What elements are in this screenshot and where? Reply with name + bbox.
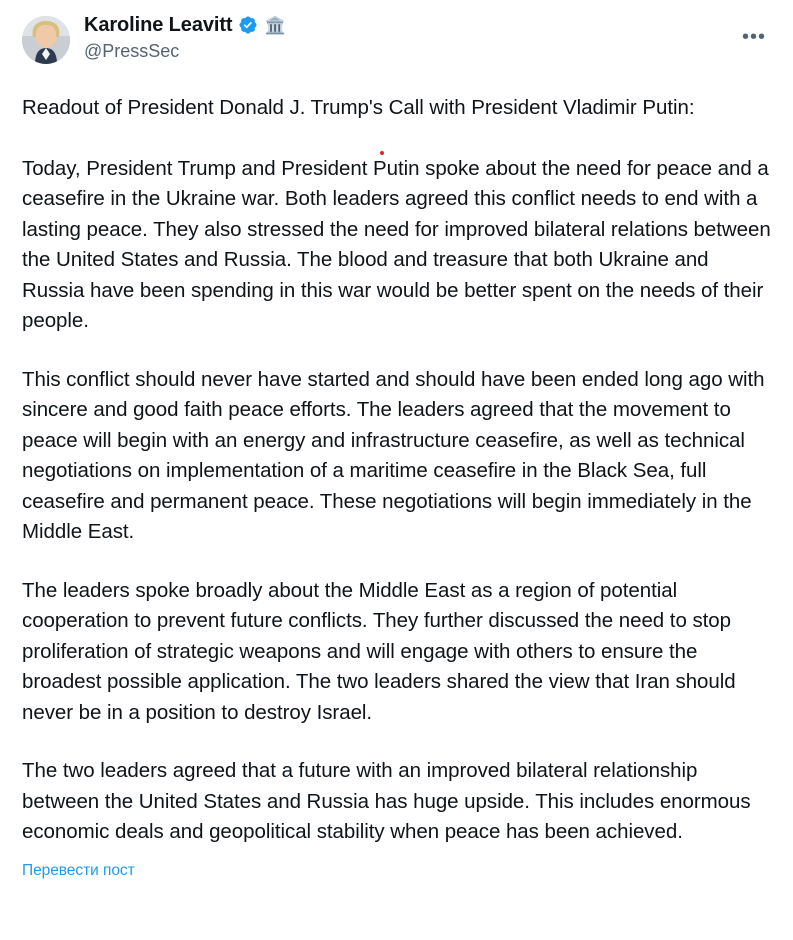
more-options-icon: ••• — [741, 26, 766, 48]
tweet-header — [22, 14, 771, 76]
tweet-paragraph: Readout of President Donald J. Trump's Call with President Vladimir Putin: — [22, 96, 695, 119]
avatar-photo-icon — [22, 16, 70, 64]
tweet-text — [22, 93, 777, 886]
tweet-paragraph: This conflict should never have started and should have been ended long ago with sincere and good faith peace efforts. The leaders agreed that the movement to peace will begin with an energy and infrastructure ceasefire, as well as technical negotiations on implementation of a maritime ceasefire in the Black Sea, full ceasefire and permanent peace. These negotiations will begin immediately in the Middle East. — [22, 367, 771, 543]
avatar[interactable] — [22, 16, 70, 64]
tweet-paragraph: Today, President Trump and President Putin spoke about the need for peace and a ceasefire in the Ukraine war. Both leaders agreed this conflict needs to end with a lasting peace. They also stressed the need for improved bilateral relations between the United States and Russia. The blood and treasure that both Ukraine and Russia have been spending in this war would be better spent on the needs of their people. — [22, 156, 777, 332]
translate-post-link[interactable]: Перевести пост — [22, 861, 135, 879]
author-identity — [84, 14, 286, 62]
red-dot-marker — [380, 151, 384, 155]
tweet-paragraph: The leaders spoke broadly about the Middle East as a region of potential cooperation to prevent future conflicts. They further discussed the need to stop proliferation of strategic weapons and will engage with others to ensure the broadest possible application. The two leaders shared the view that Iran should never be in a position to destroy Israel. — [22, 578, 742, 724]
name-row — [84, 15, 286, 35]
author-display-name[interactable]: Karoline Leavitt — [84, 14, 233, 36]
tweet-paragraph: The two leaders agreed that a future with an improved bilateral relationship between the United States and Russia has huge upside. This includes enormous economic deals and geopolitical stability when peace has been achieved. — [22, 759, 757, 843]
government-building-icon: 🏛️ — [264, 15, 286, 35]
author-handle[interactable]: @PressSec — [84, 41, 180, 61]
more-options-button[interactable] — [737, 20, 771, 54]
verified-badge-icon — [238, 15, 258, 35]
